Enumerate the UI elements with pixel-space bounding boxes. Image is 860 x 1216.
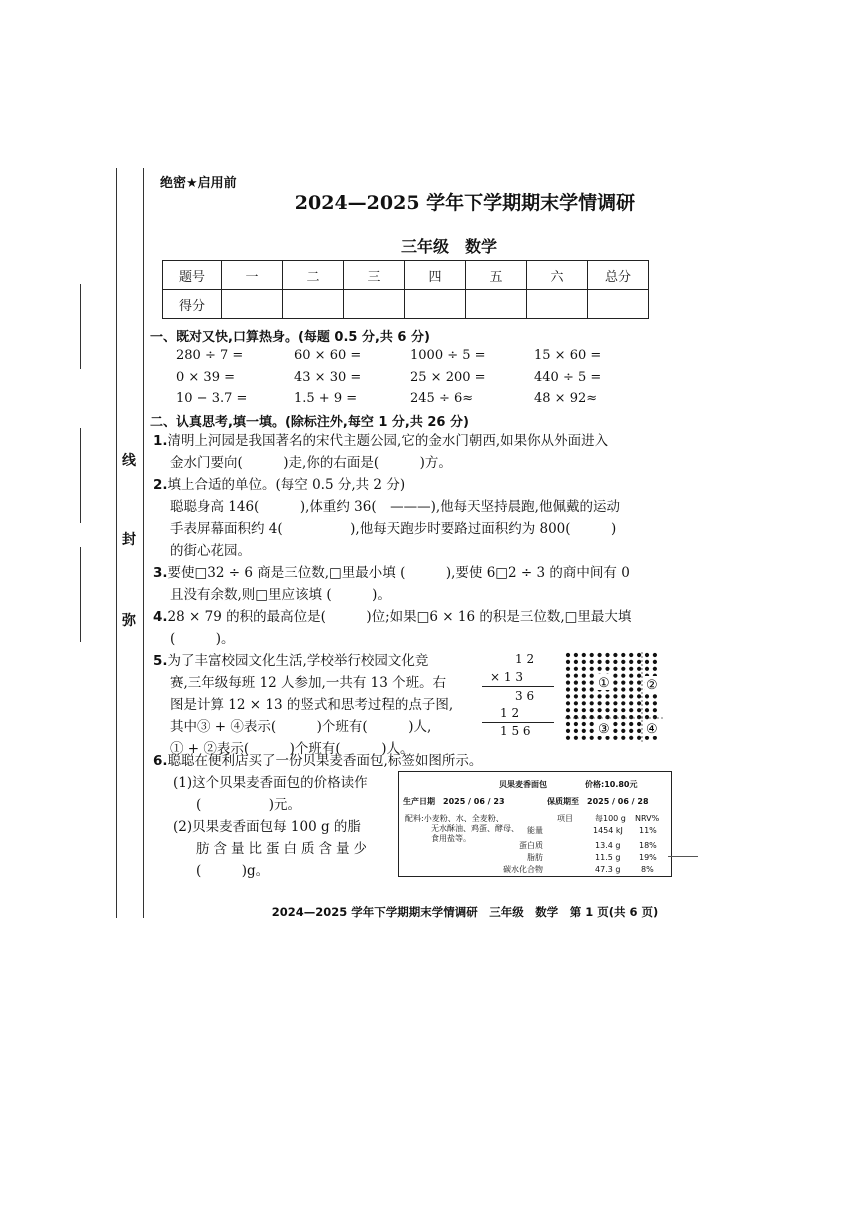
q6-sub1-line2: ( )元。 (196, 797, 302, 813)
label-ingredients-3: 食用盐等。 (431, 834, 471, 843)
dot (621, 653, 625, 657)
secret-mark: 绝密★启用前 (160, 176, 237, 191)
dot (613, 715, 617, 719)
dot (590, 687, 594, 691)
q5-line3: 图是计算 12 × 13 的竖式和思考过程的点子图, (170, 697, 454, 713)
binding-line-inner (143, 168, 144, 918)
score-table-header-row (163, 261, 649, 290)
circled-mark-2: ② (646, 678, 658, 693)
dot (566, 701, 570, 705)
calc-item: 43 × 30 = (294, 370, 362, 385)
dot (645, 667, 649, 671)
score-cell: 二 (283, 261, 344, 290)
dot (590, 729, 594, 733)
dot (637, 681, 641, 685)
q4-line1 (153, 607, 631, 627)
q6-sub2-line1: (2)贝果麦香面包每 100 g 的脂 (173, 819, 361, 835)
dot (621, 736, 625, 740)
nutrition-row-name: 碳水化合物 (503, 865, 543, 874)
q6-text1: 聪聪在便利店买了一份贝果麦香面包,标签如图所示。 (167, 753, 483, 769)
dot (582, 681, 586, 685)
nutrition-header-per100g: 每100 g (595, 814, 626, 823)
dot (605, 660, 609, 664)
dot (645, 694, 649, 698)
dot (637, 729, 641, 733)
dot (605, 715, 609, 719)
vertical-rule-1 (482, 686, 554, 687)
dot (613, 674, 617, 678)
dot (645, 701, 649, 705)
dot (645, 653, 649, 657)
nutrition-row-value: 47.3 g (595, 865, 621, 874)
vertical-row5: 1 5 6 (500, 724, 531, 738)
dot (637, 667, 641, 671)
q5-number: 5. (153, 653, 168, 669)
dot (621, 694, 625, 698)
score-blank[interactable] (466, 290, 527, 319)
circled-mark-3: ③ (598, 722, 610, 737)
dot (566, 722, 570, 726)
dot (645, 708, 649, 712)
q5-line1 (153, 651, 428, 671)
dot (566, 694, 570, 698)
dot (566, 736, 570, 740)
score-cell: 六 (527, 261, 588, 290)
dot (629, 708, 633, 712)
calc-item: 440 ÷ 5 = (534, 370, 602, 385)
score-cell: 总分 (588, 261, 649, 290)
dot (629, 736, 633, 740)
nutrition-row-name: 能量 (527, 826, 543, 835)
q2-number: 2. (153, 477, 168, 493)
dot (582, 722, 586, 726)
label-ingredients-1: 配料:小麦粉、水、全麦粉、 (405, 814, 504, 823)
dot (653, 715, 657, 719)
dot (582, 701, 586, 705)
bread-label (398, 771, 672, 877)
dot (598, 653, 602, 657)
q2-text1: 填上合适的单位。(每空 0.5 分,共 2 分) (167, 477, 406, 493)
vertical-row2: × 1 3 (490, 670, 523, 684)
dot-array-diagram (565, 652, 665, 744)
dot (574, 653, 578, 657)
q1-number: 1. (153, 433, 168, 449)
dot (653, 667, 657, 671)
dot (605, 708, 609, 712)
dot (582, 708, 586, 712)
dot (574, 660, 578, 664)
dot (621, 729, 625, 733)
vertical-row3: 3 6 (515, 689, 535, 703)
dot (582, 674, 586, 678)
dot (582, 736, 586, 740)
q4-number: 4. (153, 609, 168, 625)
section2-heading: 二、认真思考,填一填。(除标注外,每空 1 分,共 26 分) (150, 415, 469, 430)
dot (574, 729, 578, 733)
circled-mark-4: ④ (646, 722, 658, 737)
dot (637, 660, 641, 664)
dot (598, 667, 602, 671)
q6-line1 (153, 751, 482, 771)
dot (629, 729, 633, 733)
dot (590, 694, 594, 698)
dot (613, 708, 617, 712)
calc-item: 280 ÷ 7 = (176, 348, 244, 363)
score-blank[interactable] (405, 290, 466, 319)
dot (629, 687, 633, 691)
binding-line-outer (116, 168, 117, 918)
dot (629, 722, 633, 726)
q6-sub1-line1: (1)这个贝果麦香面包的价格读作 (173, 775, 368, 791)
dot (621, 715, 625, 719)
dot (613, 687, 617, 691)
circled-mark-1: ① (598, 676, 610, 691)
dot (590, 708, 594, 712)
dot (645, 715, 649, 719)
section1-heading: 一、既对又快,口算热身。(每题 0.5 分,共 6 分) (150, 330, 430, 345)
vertical-row1: 1 2 (515, 652, 535, 666)
dot (605, 694, 609, 698)
dot (574, 667, 578, 671)
dot (621, 667, 625, 671)
score-table-score-row (163, 290, 649, 319)
dot (590, 667, 594, 671)
dot (582, 694, 586, 698)
calc-item: 245 ÷ 6≈ (410, 391, 474, 406)
dot (621, 701, 625, 705)
dot (629, 660, 633, 664)
score-cell: 四 (405, 261, 466, 290)
dot (582, 667, 586, 671)
dot (590, 701, 594, 705)
dot (629, 674, 633, 678)
q6-sub2-line2: 肪含量比蛋白质含量少 (196, 841, 371, 857)
binding-char-feng: 封 (122, 532, 136, 548)
q5-line2: 赛,三年级每班 12 人参加,一共有 13 个班。右 (170, 675, 447, 691)
dot (582, 729, 586, 733)
dot (598, 708, 602, 712)
dot (629, 715, 633, 719)
dot (574, 674, 578, 678)
calc-item: 60 × 60 = (294, 348, 362, 363)
dot (574, 694, 578, 698)
dot (637, 687, 641, 691)
dot (637, 694, 641, 698)
dot (629, 694, 633, 698)
score-cell: 题号 (163, 261, 222, 290)
score-blank[interactable] (283, 290, 344, 319)
q5-line4: 其中③ + ④表示( )个班有( )人, (170, 719, 432, 735)
score-blank[interactable] (222, 290, 283, 319)
dot (653, 694, 657, 698)
dot (621, 681, 625, 685)
dot (613, 667, 617, 671)
dot (621, 722, 625, 726)
calc-item: 25 × 200 = (410, 370, 486, 385)
binding-mark-3 (80, 547, 81, 642)
dot (590, 722, 594, 726)
nutrition-row-nrv: 8% (641, 865, 654, 874)
label-expiry-date: 保质期至 2025 / 06 / 28 (547, 797, 649, 806)
dot (653, 660, 657, 664)
dot (574, 701, 578, 705)
q3-line1 (153, 563, 630, 583)
dot (653, 701, 657, 705)
dot (598, 701, 602, 705)
score-cell: 得分 (163, 290, 222, 319)
dot (598, 694, 602, 698)
exam-title: 2024—2025 学年下学期期末学情调研 (294, 192, 636, 214)
label-production-date: 生产日期 2025 / 06 / 23 (403, 797, 505, 806)
dot (645, 660, 649, 664)
dot (621, 660, 625, 664)
q1-line2: 金水门要向( )走,你的右面是( )方。 (170, 455, 452, 471)
label-ingredients-2: 无水酥油、鸡蛋、酵母、 (431, 824, 519, 833)
nutrition-row-value: 1454 kJ (593, 826, 623, 835)
dot (566, 715, 570, 719)
score-blank[interactable] (588, 290, 649, 319)
dot (605, 653, 609, 657)
label-product-name: 贝果麦香面包 (499, 780, 547, 789)
nutrition-header-item: 项目 (557, 814, 573, 823)
dot (574, 687, 578, 691)
dot (621, 708, 625, 712)
q4-text1: 28 × 79 的积的最高位是( )位;如果□6 × 16 的积是三位数,□里最大填 (167, 609, 632, 625)
label-price: 价格:10.80元 (585, 780, 638, 789)
calc-item: 1000 ÷ 5 = (410, 348, 486, 363)
score-blank[interactable] (527, 290, 588, 319)
dot (574, 708, 578, 712)
dot (566, 674, 570, 678)
dot (566, 667, 570, 671)
q5-line5: ① + ②表示( )个班有( )人。 (170, 741, 414, 757)
dot (613, 736, 617, 740)
q3-line2: 且没有余数,则□里应该填 ( )。 (170, 587, 391, 603)
dot (629, 653, 633, 657)
dot (566, 653, 570, 657)
q3-text1: 要使□32 ÷ 6 商是三位数,□里最小填 ( ),要使 6□2 ÷ 3 的商中间有 0 (167, 565, 630, 581)
dot (637, 715, 641, 719)
calc-item: 48 × 92≈ (534, 391, 598, 406)
dot (605, 701, 609, 705)
dot (613, 681, 617, 685)
nutrition-header-nrv: NRV% (635, 814, 660, 823)
dot (574, 681, 578, 685)
dot (653, 653, 657, 657)
q6-sub2-line3: ( )g。 (196, 863, 270, 879)
dot (613, 722, 617, 726)
nutrition-row-name: 蛋白质 (519, 841, 543, 850)
nutrition-row-value: 11.5 g (595, 853, 621, 862)
score-cell: 一 (222, 261, 283, 290)
q5-text1: 为了丰富校园文化生活,学校举行校园文化竞 (167, 653, 429, 669)
vertical-rule-2 (482, 722, 554, 723)
score-blank[interactable] (344, 290, 405, 319)
dot (574, 715, 578, 719)
stray-mark (668, 856, 698, 857)
calc-item: 0 × 39 = (176, 370, 235, 385)
exam-subtitle: 三年级 数学 (400, 237, 497, 256)
dot (637, 674, 641, 678)
dot (653, 708, 657, 712)
dot (590, 715, 594, 719)
dot (629, 667, 633, 671)
nutrition-row-nrv: 11% (639, 826, 657, 835)
dot (590, 736, 594, 740)
q6-number: 6. (153, 753, 168, 769)
q1-text1: 清明上河园是我国著名的宋代主题公园,它的金水门朝西,如果你从外面进入 (167, 433, 609, 449)
binding-char-mi: 弥 (122, 613, 136, 629)
dot (613, 729, 617, 733)
q2-line4: 的街心花园。 (170, 543, 251, 559)
q4-line2: ( )。 (170, 631, 235, 647)
dot (613, 660, 617, 664)
binding-mark-1 (80, 284, 81, 369)
dot (582, 687, 586, 691)
dot (590, 681, 594, 685)
dot (582, 660, 586, 664)
dot (574, 736, 578, 740)
q2-line2: 聪聪身高 146( ),体重约 36( ———),他每天坚持晨跑,他佩戴的运动 (170, 499, 620, 515)
dot (621, 687, 625, 691)
dot (566, 687, 570, 691)
dot (582, 715, 586, 719)
score-cell: 五 (466, 261, 527, 290)
score-cell: 三 (344, 261, 405, 290)
calc-item: 15 × 60 = (534, 348, 602, 363)
dot (613, 701, 617, 705)
calc-item: 1.5 + 9 = (294, 391, 358, 406)
q2-line3: 手表屏幕面积约 4( ),他每天跑步时要路过面积约为 800( ) (170, 521, 617, 537)
dot (613, 694, 617, 698)
dot (637, 708, 641, 712)
dot (637, 722, 641, 726)
dot (582, 653, 586, 657)
dot (629, 701, 633, 705)
nutrition-row-nrv: 18% (639, 841, 657, 850)
nutrition-row-nrv: 19% (639, 853, 657, 862)
dot (629, 681, 633, 685)
dot (605, 667, 609, 671)
dot (574, 722, 578, 726)
dot (590, 653, 594, 657)
dot (566, 681, 570, 685)
dot (621, 674, 625, 678)
q1-line1 (153, 431, 608, 451)
dot (590, 660, 594, 664)
dot (613, 653, 617, 657)
dot (566, 708, 570, 712)
nutrition-row-value: 13.4 g (595, 841, 621, 850)
binding-char-xian: 线 (122, 453, 136, 469)
dot (637, 701, 641, 705)
vertical-row4: 1 2 (500, 706, 520, 720)
score-table (162, 260, 649, 319)
q3-number: 3. (153, 565, 168, 581)
dot (590, 674, 594, 678)
binding-mark-2 (80, 428, 81, 523)
dot (598, 715, 602, 719)
calc-item: 10 − 3.7 = (176, 391, 248, 406)
q2-line1 (153, 475, 405, 495)
dot (566, 729, 570, 733)
dot (637, 736, 641, 740)
dot (598, 660, 602, 664)
page-footer: 2024—2025 学年下学期期末学情调研 三年级 数学 第 1 页(共 6 页) (271, 905, 659, 919)
dot (637, 653, 641, 657)
nutrition-row-name: 脂肪 (527, 853, 543, 862)
dot (566, 660, 570, 664)
